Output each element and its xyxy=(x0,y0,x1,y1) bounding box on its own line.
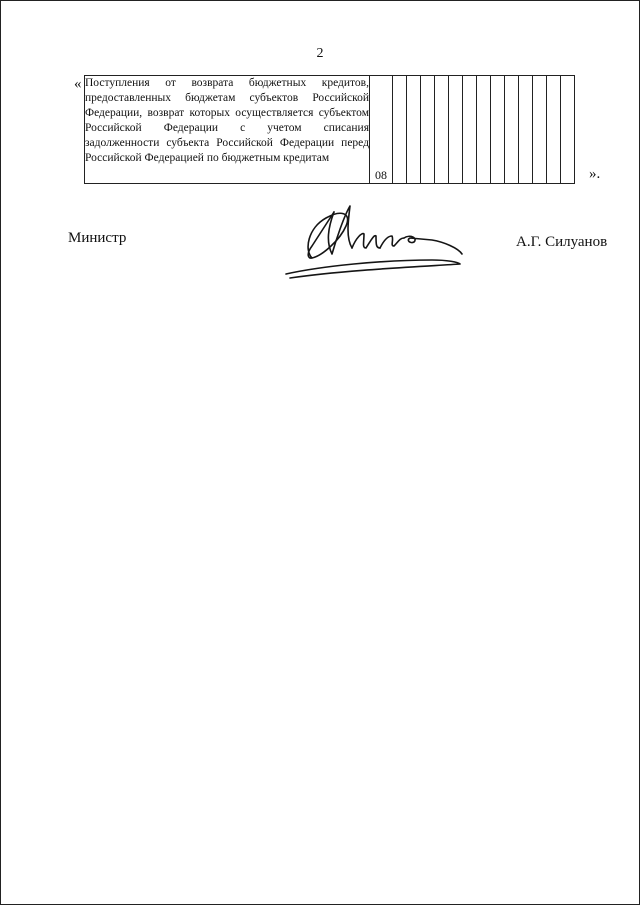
handwritten-signature xyxy=(282,198,467,280)
code-digit-cell xyxy=(533,76,547,184)
code-digit-cell xyxy=(407,76,421,184)
code-digit-cell xyxy=(547,76,561,184)
code-digit-cell xyxy=(393,76,407,184)
classification-table xyxy=(84,75,575,184)
code-digit-cell xyxy=(505,76,519,184)
table-row xyxy=(85,76,575,184)
code-digit-cell xyxy=(463,76,477,184)
code-digit-cell xyxy=(421,76,435,184)
income-type-name: Поступления от возврата бюджетных кредитов, предоставленных бюджетам субъектов Российской Федерации, возврат которых осуществляется субъектом Российской Федерации с учетом списания задолженности субъекта Российской Федерации перед Российской Федерацией по бюджетным кредитам xyxy=(85,76,370,184)
code-digit-cell xyxy=(561,76,575,184)
code-digit-cell xyxy=(491,76,505,184)
code-digit-cell xyxy=(449,76,463,184)
opening-quote: « xyxy=(74,76,82,92)
code-digit-cell xyxy=(519,76,533,184)
code-digit-cell xyxy=(435,76,449,184)
closing-quote: ». xyxy=(589,166,601,182)
signatory-name: А.Г. Силуанов xyxy=(516,234,608,250)
signatory-position: Министр xyxy=(68,230,127,246)
income-code: 08 xyxy=(370,76,393,184)
code-digit-cell xyxy=(477,76,491,184)
page-number: 2 xyxy=(316,46,324,61)
